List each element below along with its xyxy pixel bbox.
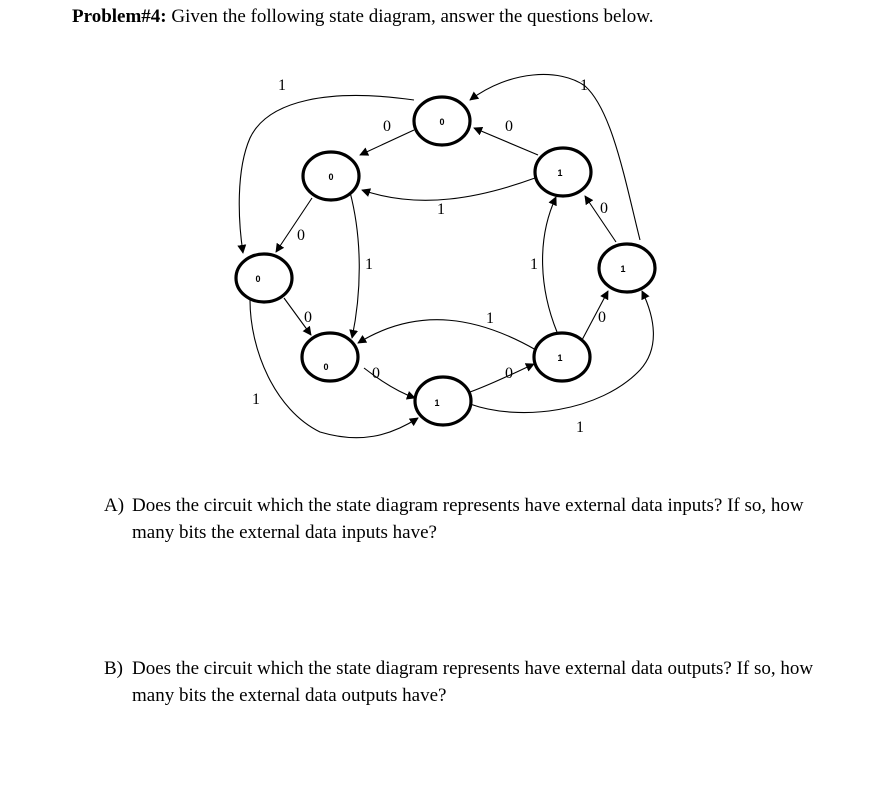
question-a	[104, 492, 864, 546]
transition-upper-left-to-lower-left	[350, 192, 359, 338]
label-bottom-to-right: 1	[576, 419, 584, 436]
question-b-line1: Does the circuit which the state diagram represents have external data outputs? If so, how	[132, 658, 814, 679]
label-bottom-to-lower-right: 0	[505, 365, 513, 382]
transition-lower-right-to-lower-left	[358, 320, 536, 350]
state-lower-left-output: 0	[323, 362, 329, 372]
question-a-id: A)	[104, 495, 125, 516]
label-upper-left-to-lower-left: 1	[365, 256, 373, 273]
transition-upper-left-to-left	[276, 198, 312, 252]
state-upper-right	[535, 148, 591, 196]
label-left-to-bottom: 1	[252, 391, 260, 408]
question-b-line2: many bits the external data outputs have?	[132, 685, 447, 706]
state-upper-left	[303, 152, 359, 200]
state-top	[414, 97, 470, 145]
state-lower-left	[302, 333, 358, 381]
state-left-output: 0	[255, 274, 261, 284]
state-right	[599, 244, 655, 292]
problem-text: Given the following state diagram, answer the questions below.	[166, 6, 654, 27]
label-lower-left-to-bottom: 0	[372, 365, 380, 382]
label-top-to-left: 1	[278, 77, 286, 94]
label-upper-right-to-top: 0	[505, 118, 513, 135]
problem-label: Problem#4:	[72, 6, 167, 27]
label-right-to-top: 1	[580, 77, 588, 94]
label-lower-right-to-right: 0	[598, 309, 606, 326]
transition-upper-right-to-upper-left	[362, 178, 535, 200]
state-left	[236, 254, 292, 302]
question-a-line1: Does the circuit which the state diagram represents have external data inputs? If so, how	[132, 495, 804, 516]
label-upper-right-to-upper-left: 1	[437, 201, 445, 218]
question-b-id: B)	[104, 658, 123, 679]
state-upper-left-output: 0	[328, 172, 334, 182]
state-right-output: 1	[620, 264, 626, 274]
transition-lower-right-to-upper-right	[543, 197, 557, 332]
label-right-to-upper-right: 0	[600, 200, 608, 217]
label-upper-left-to-left: 0	[297, 227, 305, 244]
state-top-output: 0	[439, 117, 445, 127]
question-b	[104, 655, 864, 709]
transition-bottom-to-lower-right	[470, 364, 534, 392]
state-lower-right-output: 1	[557, 353, 563, 363]
label-left-to-lower-left: 0	[304, 309, 312, 326]
question-a-line2: many bits the external data inputs have?	[132, 522, 437, 543]
label-top-to-upper-left: 0	[383, 118, 391, 135]
state-lower-right	[534, 333, 590, 381]
state-bottom	[415, 377, 471, 425]
label-lower-right-to-lower-left: 1	[486, 310, 494, 327]
state-bottom-output: 1	[434, 398, 440, 408]
label-lower-right-to-upper-right: 1	[530, 256, 538, 273]
state-upper-right-output: 1	[557, 168, 563, 178]
